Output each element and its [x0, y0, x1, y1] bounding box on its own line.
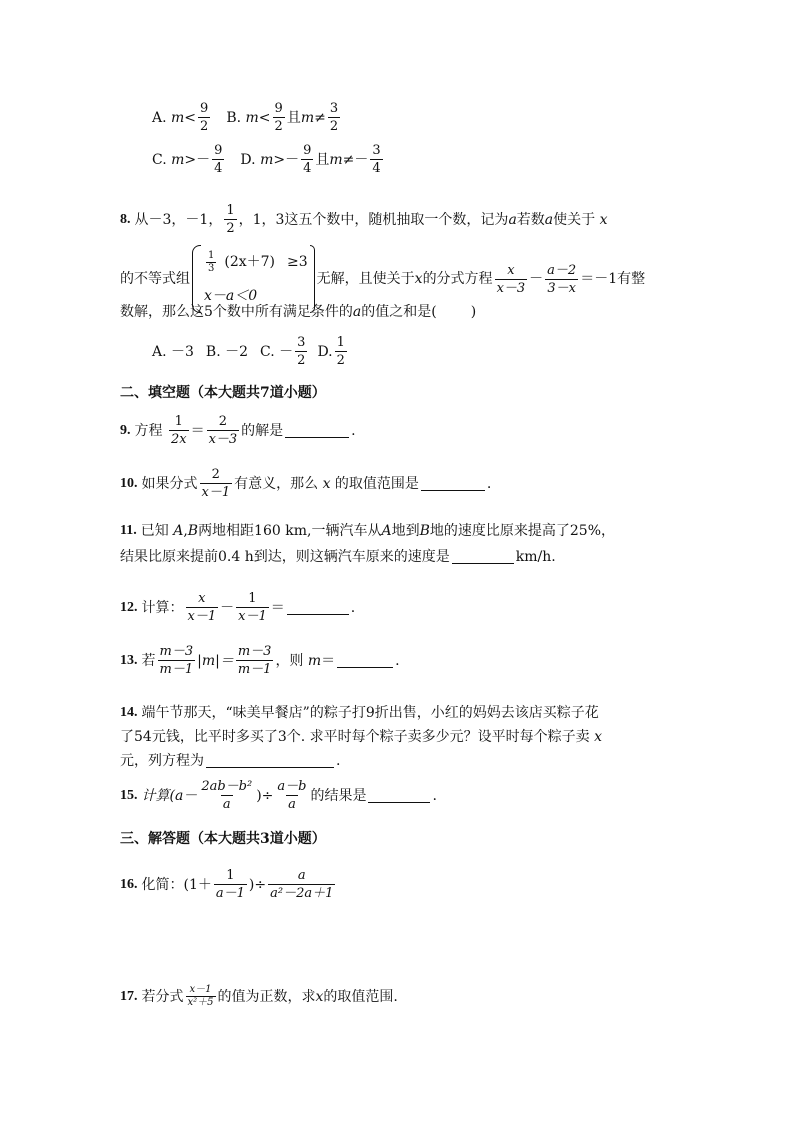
q8-option-d[interactable]: D. $\frac{1}{2}$ — [317, 335, 345, 368]
q8-option-a[interactable]: A. －3 — [152, 343, 194, 360]
question-number: 17. — [120, 988, 138, 1004]
fraction: $\frac{9}{2}$ — [274, 101, 283, 134]
fraction: $\frac{2}{x-3}$ — [208, 414, 238, 447]
fraction: $\frac{9}{4}$ — [214, 143, 223, 176]
q8-line-1: 8. 从－3，－1， $\frac{1}{2}$ ，1，3这五个数中，随机抽取一个数，记为 a 若数 a 使关于 x — [120, 203, 608, 236]
q12: 12. 计算： $\frac{x}{x-1}$ － $\frac{1}{x-1}$ ＝ . — [120, 591, 356, 624]
fraction: $\frac{a-2}{3-x}$ — [547, 262, 577, 296]
fraction: $\frac{2}{x-1}$ — [201, 467, 231, 500]
q7-option-a[interactable]: A. m < $\frac{9}{2}$ — [152, 101, 209, 134]
fraction: $\frac{a}{\text{a²－2a＋1}}$ — [270, 868, 334, 901]
fraction: $\frac{3}{4}$ — [372, 143, 381, 176]
fraction: $\frac{x}{x-1}$ — [187, 591, 217, 624]
q7-options-ab — [152, 100, 342, 135]
q14-line-2: 了54元钱，比平时多买了3个. 求平时每个粽子卖多少元？设平时每个粽子卖 x — [120, 729, 602, 745]
q15: 15. 计算(a－ $\frac{\text{2ab－b²}}{a}$ )÷ $\frac{a-b}{a}$ 的结果是 . — [120, 779, 437, 812]
q8-options — [152, 334, 349, 369]
fraction: $\frac{m-3}{m-1}$ — [237, 644, 272, 677]
question-number: 15. — [120, 787, 138, 803]
answer-blank[interactable] — [452, 549, 514, 564]
answer-blank[interactable] — [421, 476, 485, 491]
section-header-fill-in: 二、填空题（本大题共7道小题） — [120, 385, 326, 401]
q11-line-1: 11. 已知 A , B 两地相距160 km,一辆汽车从 A 地到 B 地的速度比原来提高了25%， — [120, 523, 615, 539]
q14-line-3: 元，列方程为 . — [120, 752, 341, 769]
question-number: 8. — [120, 211, 131, 227]
q14-line-1: 14. 端午节那天，“味美早餐店”的粽子打9折出售，小红的妈妈去该店买粽子花 — [120, 705, 599, 721]
question-number: 13. — [120, 652, 138, 668]
q17: 17. 若分式 $\frac{x-1}{\text{x²＋5}}$ 的值为正数，求 x 的取值范围. — [120, 984, 398, 1008]
answer-blank[interactable] — [337, 653, 393, 668]
question-number: 9. — [120, 422, 131, 438]
question-number: 14. — [120, 705, 138, 720]
question-number: 12. — [120, 599, 138, 615]
inequality-system: $\frac{1}{3}$ (2x＋7) ≥3 x－a＜0 — [192, 245, 315, 313]
question-number: 11. — [120, 523, 137, 538]
fraction: $\frac{1}{x-1}$ — [238, 591, 267, 624]
q7-options-cd — [152, 142, 385, 177]
q7-option-d[interactable]: D. m >－ $\frac{9}{4}$ 且 m ≠－ $\frac{3}{4}$ — [240, 143, 381, 176]
q16: 16. 化简：(1＋ $\frac{1}{a-1}$ )÷ $\frac{a}{\text{a²－2a＋1}}$ — [120, 868, 334, 901]
answer-blank[interactable] — [206, 753, 334, 768]
q7-option-b[interactable]: B. m < $\frac{9}{2}$ 且 m ≠ $\frac{3}{2}$ — [226, 101, 339, 134]
fraction: $\frac{1}{2}$ — [336, 335, 345, 368]
fraction: $\frac{\text{2ab－b²}}{a}$ — [201, 779, 253, 812]
answer-blank[interactable] — [368, 788, 430, 803]
fraction: $\frac{1}{2}$ — [226, 203, 235, 236]
fraction: $\frac{1}{3}$ — [208, 249, 215, 274]
section-header-solutions: 三、解答题（本大题共3道小题） — [120, 831, 326, 847]
answer-blank[interactable] — [285, 423, 349, 438]
q7-option-c[interactable]: C. m >－ $\frac{9}{4}$ — [152, 143, 223, 176]
fraction: $\frac{x}{x-3}$ — [496, 262, 526, 296]
answer-blank[interactable] — [287, 600, 349, 615]
q13: 13. 若 $\frac{m-3}{m-1}$ |m|＝ $\frac{m-3}{m-1}$ ，则 m ＝ . — [120, 644, 400, 677]
fraction: $\frac{1}{a-1}$ — [215, 868, 245, 901]
fraction: $\frac{m-3}{m-1}$ — [159, 644, 194, 677]
q8-option-b[interactable]: B. －2 — [205, 343, 249, 360]
fraction: $\frac{x-1}{\text{x²＋5}}$ — [187, 984, 214, 1008]
fraction: $\frac{3}{2}$ — [329, 101, 339, 134]
q10: 10. 如果分式 $\frac{2}{x-1}$ 有意义，那么 x 的取值范围是 . — [120, 467, 492, 500]
question-number: 10. — [120, 475, 138, 491]
fraction: $\frac{9}{2}$ — [200, 101, 209, 134]
q9: 9. 方程 $\frac{1}{2x}$ ＝ $\frac{2}{x-3}$ 的解是 . — [120, 414, 356, 447]
fraction: $\frac{9}{4}$ — [303, 143, 312, 176]
q11-line-2: 结果比原来提前0.4 h到达，则这辆汽车原来的速度是 km/h. — [120, 548, 556, 565]
q8-line-2: 的不等式组 $\frac{1}{3}$ (2x＋7) ≥3 x－a＜0 无解，且使关于 x 的分式方程 $\frac{x}{x-3}$ － $\frac{a-2}{3-x}$ ＝－1 有整 — [120, 245, 645, 313]
q8-line-3: 数解，那么这5个数中所有满足条件的 a 的值之和是( ) — [120, 304, 477, 320]
q8-option-c[interactable]: C. － $\frac{3}{2}$ — [260, 335, 306, 368]
question-number: 16. — [120, 876, 138, 892]
fraction: $\frac{3}{2}$ — [297, 335, 306, 368]
fraction: $\frac{1}{2x}$ — [170, 414, 187, 447]
fraction: $\frac{a-b}{a}$ — [277, 779, 307, 812]
